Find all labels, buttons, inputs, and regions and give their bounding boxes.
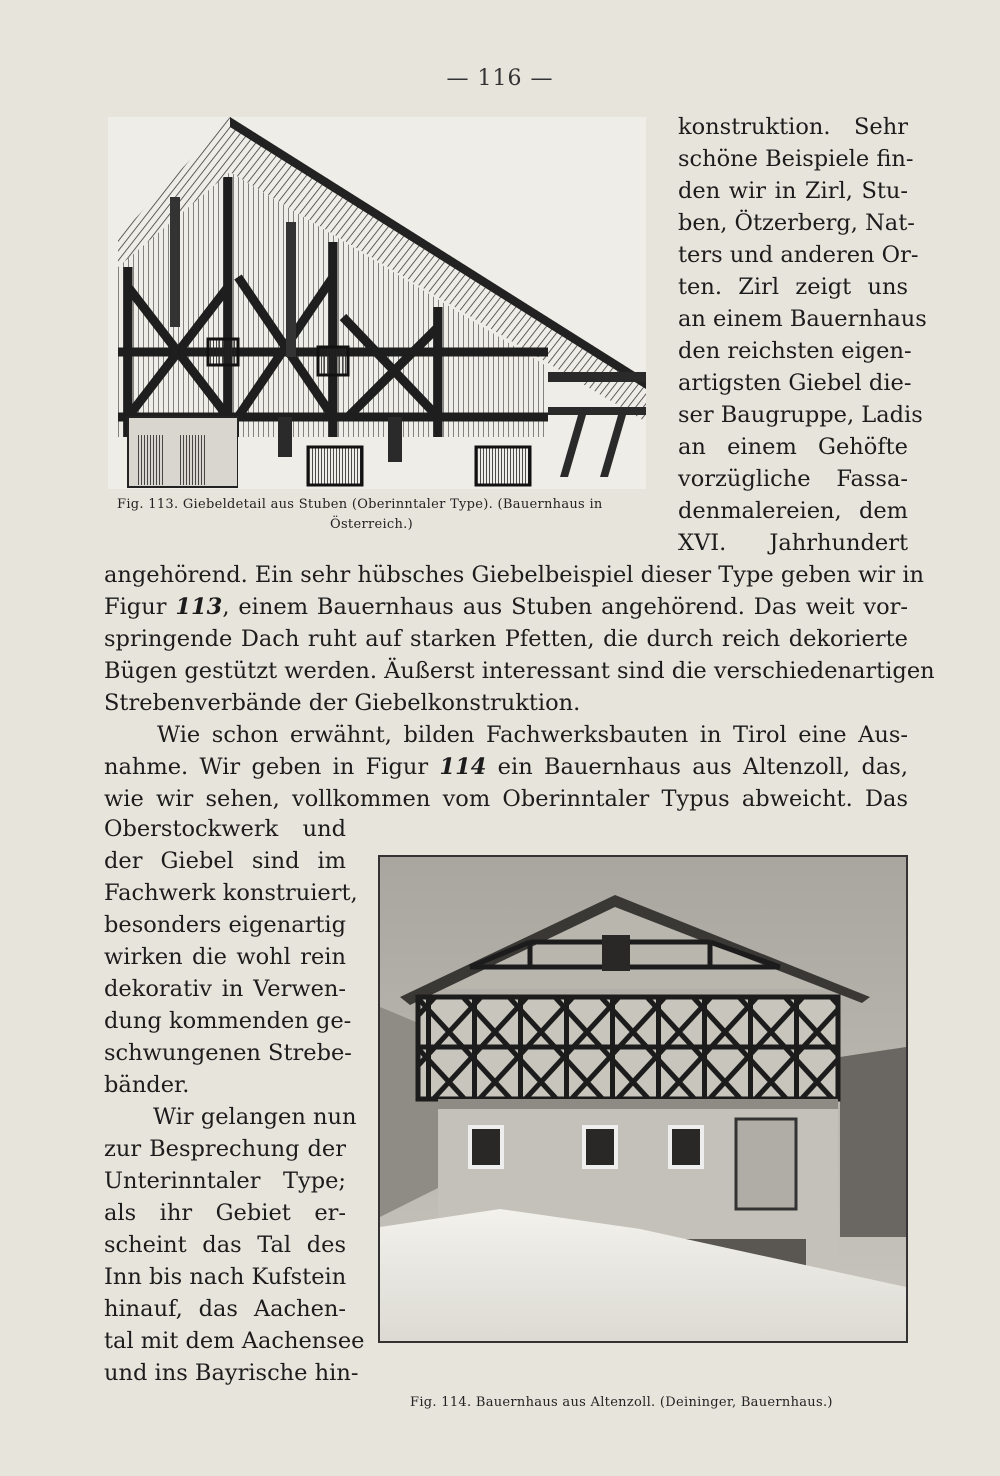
figure-113-caption-line1: Fig. 113. Giebeldetail aus Stuben (Oberinntaler Type). (Bauernhaus in (117, 497, 603, 512)
text-line: den wir in Zirl, Stu- (678, 178, 908, 204)
text-line: Wir gelangen nun (153, 1104, 357, 1130)
text-line: nahme. Wir geben in Figur 114 ein Bauernhaus aus Altenzoll, das, (104, 754, 908, 780)
text-line: Unterinntaler Type; (104, 1168, 346, 1194)
text-line: bänder. (104, 1072, 190, 1098)
text-line: zur Besprechung der (104, 1136, 346, 1162)
page-number: — 116 — (446, 66, 554, 91)
text-line: dekorativ in Verwen- (104, 976, 346, 1002)
text-line: der Giebel sind im (104, 848, 346, 874)
text-line: artigsten Giebel die- (678, 370, 912, 396)
text-line: dung kommenden ge- (104, 1008, 352, 1034)
text-line: besonders eigenartig (104, 912, 347, 938)
text-line: und ins Bayrische hin- (104, 1360, 359, 1386)
text-line: wirken die wohl rein (104, 944, 346, 970)
figure-reference: 114 (439, 754, 487, 780)
figure-reference: 113 (175, 594, 223, 620)
text-line: ters und anderen Or- (678, 242, 919, 268)
text-line: Inn bis nach Kufstein (104, 1264, 347, 1290)
text-line: ser Baugruppe, Ladis (678, 402, 923, 428)
text-line: konstruktion. Sehr (678, 114, 908, 140)
figure-114-caption: Fig. 114. Bauernhaus aus Altenzoll. (Deininger, Bauernhaus.) (410, 1395, 833, 1410)
text-line: Figur 113, einem Bauernhaus aus Stuben angehörend. Das weit vor- (104, 594, 909, 620)
text-line: an einem Bauernhaus (678, 306, 927, 332)
text-line: schöne Beispiele fin- (678, 146, 914, 172)
text-line: schwungenen Strebe- (104, 1040, 352, 1066)
text-line: ben, Ötzerberg, Nat- (678, 210, 915, 236)
text-line: den reichsten eigen- (678, 338, 912, 364)
figure-113-engraving (108, 117, 646, 489)
text-line: denmalereien, dem (678, 498, 908, 524)
text-line: ten. Zirl zeigt uns (678, 274, 908, 300)
text-line: an einem Gehöfte (678, 434, 908, 460)
text-line: Fachwerk konstruiert, (104, 880, 358, 906)
text-line: Bügen gestützt werden. Äußerst interessant sind die verschiedenartigen (104, 658, 935, 684)
text-line: XVI. Jahrhundert (678, 530, 908, 556)
figure-113-caption-line2: Österreich.) (330, 517, 413, 532)
text-line: wie wir sehen, vollkommen vom Oberinntaler Typus abweicht. Das (104, 786, 908, 812)
text-line: angehörend. Ein sehr hübsches Giebelbeispiel dieser Type geben wir in (104, 562, 925, 588)
text-line: Wie schon erwähnt, bilden Fachwerksbauten in Tirol eine Aus- (157, 722, 908, 748)
text-line: scheint das Tal des (104, 1232, 346, 1258)
text-line: Oberstockwerk und (104, 816, 346, 842)
text-line: Strebenverbände der Giebelkonstruktion. (104, 690, 581, 716)
text-line: als ihr Gebiet er- (104, 1200, 346, 1226)
text-line: hinauf, das Aachen- (104, 1296, 346, 1322)
text-line: springende Dach ruht auf starken Pfetten, die durch reich dekorierte (104, 626, 908, 652)
figure-114-photo (378, 855, 908, 1343)
text-line: tal mit dem Aachensee (104, 1328, 365, 1354)
text-line: vorzügliche Fassa- (678, 466, 908, 492)
